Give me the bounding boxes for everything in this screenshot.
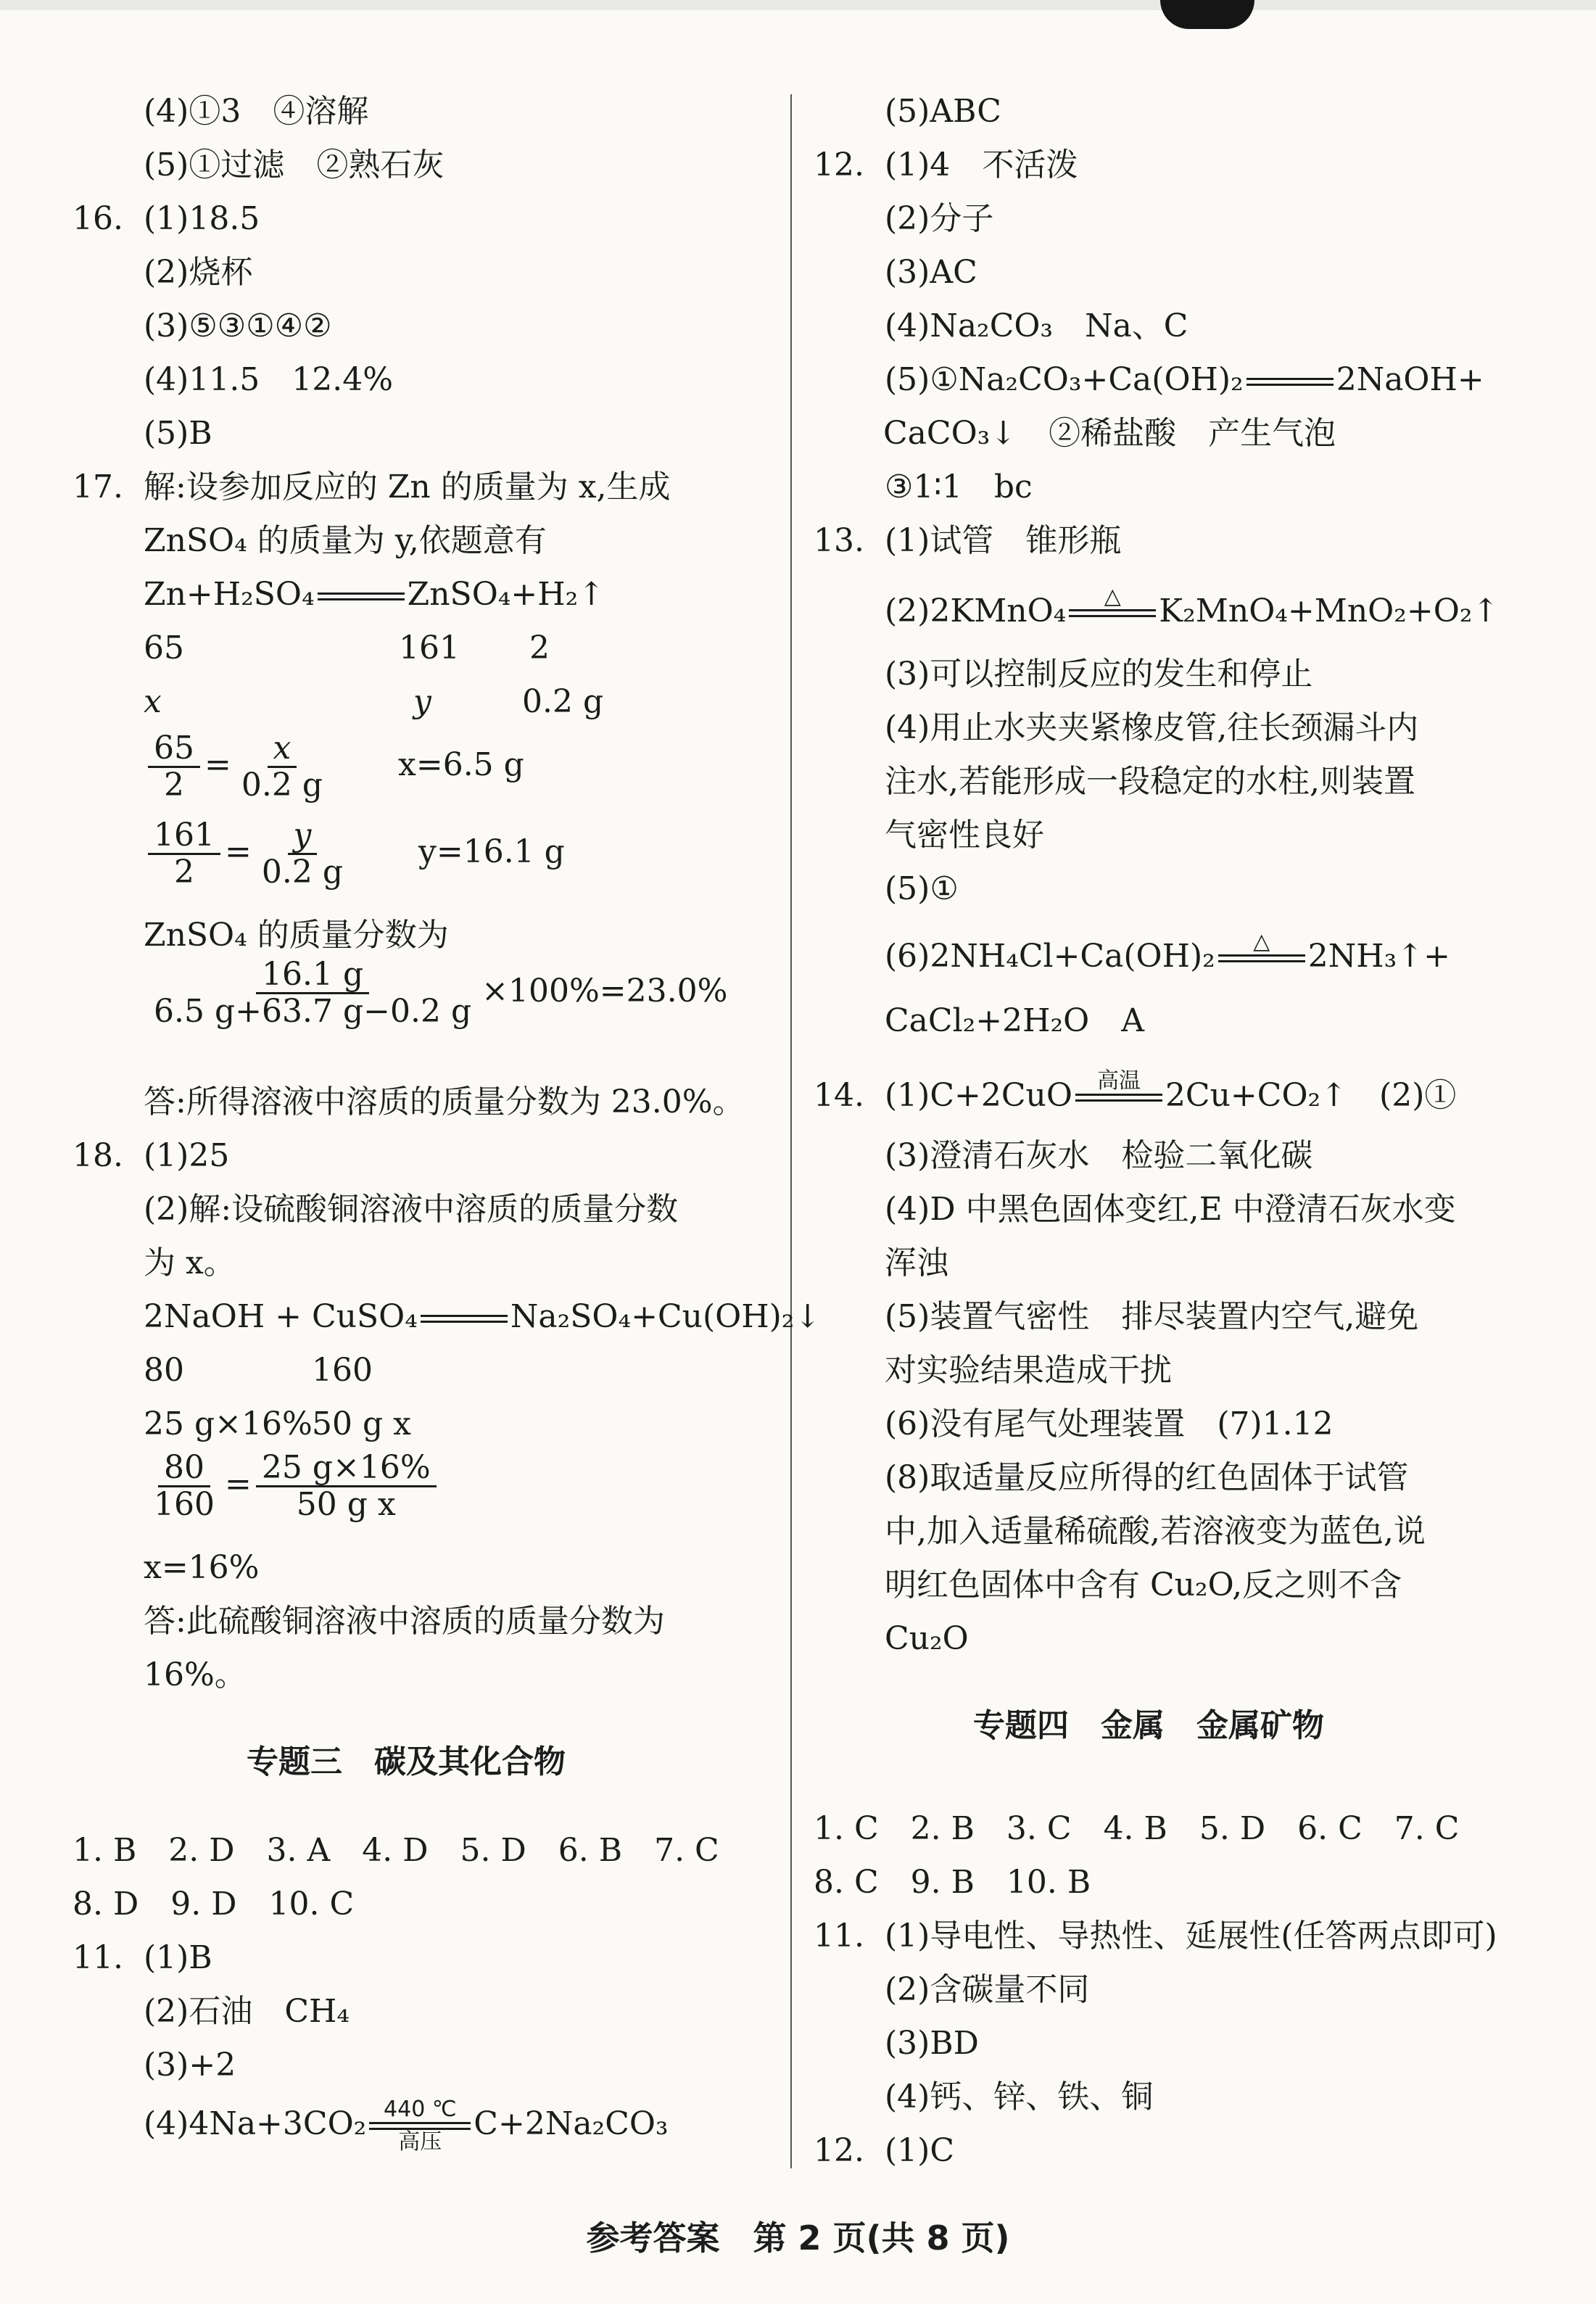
mc-row-1: 1. B 2. D 3. A 4. D 5. D 6. B 7. C — [73, 1832, 719, 1869]
q14-f1: (8)取适量反应所得的红色固体于试管 — [885, 1459, 1409, 1496]
fraction: $\frac{x}{0.2 g}$ — [241, 730, 323, 804]
ink-blot — [1160, 0, 1254, 29]
eq-right: 2NaOH+ — [1336, 361, 1484, 398]
reaction-arrow: △ — [1069, 585, 1156, 642]
q14-f4: Cu₂O — [885, 1620, 969, 1657]
q11-a: (1)B — [144, 1939, 212, 1976]
q17-s3: ZnSO₄ 的质量分数为 — [144, 917, 449, 954]
eq-left: (4)4Na+3CO₂ — [144, 2105, 367, 2142]
fraction: $\frac{y}{0.2 g}$ — [261, 817, 343, 891]
eq-right: ZnSO₄+H₂↑ — [407, 576, 605, 613]
q13-f2: CaCl₂+2H₂O A — [885, 1002, 1144, 1039]
equals-sign — [421, 1315, 508, 1323]
q17-fraction-2: $\frac{161}{2}$ = $\frac{y}{0.2 g}$ y=16.1 g — [73, 818, 565, 890]
q17-fraction-1: $\frac{65}{2}$ = $\frac{x}{0.2 g}$ x=6.5 g — [73, 731, 524, 803]
q14-number: 14. — [814, 1077, 864, 1114]
q16-b: (2)烧杯 — [144, 254, 253, 291]
q13-c: (3)可以控制反应的发生和停止 — [885, 656, 1313, 693]
q17-answer: 答:所得溶液中溶质的质量分数为 23.0%。 — [144, 1083, 745, 1120]
q14-c2: 浑浊 — [885, 1244, 948, 1281]
q17-s1: 解:设参加反应的 Zn 的质量为 x,生成 — [144, 468, 671, 505]
q18-answer-2: 16%。 — [144, 1656, 247, 1693]
q11r-number: 11. — [814, 1917, 864, 1954]
eq-right: Na₂SO₄+Cu(OH)₂↓ — [510, 1298, 822, 1335]
q12-line — [814, 145, 1078, 186]
q14-d2: 对实验结果造成干扰 — [885, 1352, 1172, 1389]
mass: 80 — [144, 1352, 184, 1389]
q13-e: (5)① — [885, 870, 959, 907]
q12-a: (1)4 不活泼 — [885, 146, 1078, 183]
page-footer: 参考答案 第 2 页(共 8 页) — [586, 2218, 1010, 2258]
q16-e: (5)B — [144, 415, 212, 452]
eq-right: C+2Na₂CO₃ — [474, 2105, 669, 2142]
q12r-line — [814, 2131, 954, 2171]
column-divider — [790, 94, 792, 2168]
q14-d1: (5)装置气密性 排尽装置内空气,避免 — [885, 1298, 1419, 1335]
q12r-a: (1)C — [885, 2132, 954, 2169]
mc-row-2: 8. C 9. B 10. B — [814, 1864, 1091, 1901]
var: x — [144, 683, 162, 720]
eq-right: 2NH₃↑+ — [1307, 938, 1450, 975]
q12r-number: 12. — [814, 2132, 864, 2169]
q14-line — [814, 1069, 1456, 1126]
fraction: $\frac{25 g\times 16\%}{\text{50 g x}}$ — [256, 1450, 437, 1522]
q18-equation — [73, 1297, 821, 1337]
q17-number: 17. — [73, 468, 123, 505]
q12-number: 12. — [814, 146, 864, 183]
q11-b: (2)石油 CH₄ — [144, 1993, 350, 2030]
fraction: $\frac{16.1 g}{6.5 g+63.7 g-0.2 g}$ — [154, 956, 472, 1030]
var: 50 g x — [312, 1405, 411, 1442]
q14-f2: 中,加入适量稀硫酸,若溶液变为蓝色,说 — [885, 1513, 1426, 1550]
q11r-d: (4)钙、锌、铁、铜 — [885, 2078, 1154, 2115]
q11r-b: (2)含碳量不同 — [885, 1971, 1090, 2008]
q16-a: (1)18.5 — [144, 200, 260, 237]
q16-line — [73, 199, 260, 239]
q12-e3: ③1∶1 bc — [885, 468, 1033, 505]
mass: 65 — [144, 629, 184, 666]
q11-d — [73, 2097, 669, 2155]
q12-e2: CaCO₃↓ ②稀盐酸 产生气泡 — [883, 415, 1336, 452]
section-title-4: 专题四 金属 金属矿物 — [973, 1707, 1324, 1744]
section-title-3: 专题三 碳及其化合物 — [247, 1743, 566, 1780]
q18-result: x=16% — [144, 1549, 260, 1586]
q13-f — [814, 930, 1450, 987]
q11-line — [73, 1938, 212, 1978]
fraction: $\frac{161}{2}$ — [148, 818, 220, 890]
q18-line — [73, 1136, 229, 1176]
q13-line — [814, 521, 1121, 561]
q11r-line — [814, 1916, 1497, 1957]
q17-line — [73, 467, 671, 508]
q18-number: 18. — [73, 1137, 123, 1174]
answer-line: (5)ABC — [885, 93, 1001, 130]
eq-left: (5)①Na₂CO₃+Ca(OH)₂ — [885, 361, 1244, 398]
q13-d2: 注水,若能形成一段稳定的水柱,则装置 — [885, 763, 1415, 800]
q14-c1: (4)D 中黑色固体变红,E 中澄清石灰水变 — [885, 1191, 1456, 1228]
q13-b — [814, 585, 1499, 642]
q14-f3: 明红色固体中含有 Cu₂O,反之则不含 — [885, 1566, 1402, 1603]
q17-s2: ZnSO₄ 的质量为 y,依题意有 — [144, 522, 547, 559]
fraction: $\frac{65}{2}$ — [148, 731, 200, 803]
q13-number: 13. — [814, 522, 864, 559]
answer-line: (5)①过滤 ②熟石灰 — [144, 146, 445, 183]
var: 0.2 g — [522, 683, 604, 720]
q11r-a: (1)导电性、导热性、延展性(任答两点即可) — [885, 1917, 1497, 1954]
result: x=6.5 g — [398, 746, 524, 783]
q16-c: (3)⑤③①④② — [144, 307, 332, 344]
reaction-arrow: △ — [1218, 930, 1305, 987]
q18-fraction: $\frac{80}{160}$ = $\frac{25 g\times 16\%}{\text{50 g x}}$ — [73, 1450, 441, 1522]
mc-row-1: 1. C 2. B 3. C 4. B 5. D 6. C 7. C — [814, 1810, 1460, 1847]
q12-e — [814, 360, 1484, 400]
top-edge — [0, 0, 1596, 10]
q11-number: 11. — [73, 1939, 123, 1976]
q11-c: (3)+2 — [144, 2047, 236, 2084]
equals-sign — [318, 592, 405, 600]
eq-left: (2)2KMnO₄ — [885, 592, 1067, 629]
q17-equation — [73, 574, 605, 615]
answer-line: (4)①3 ④溶解 — [144, 93, 369, 130]
eq-left: (6)2NH₄Cl+Ca(OH)₂ — [885, 938, 1215, 975]
eq-left: (1)C+2CuO — [885, 1077, 1072, 1114]
eq-left: 2NaOH + CuSO₄ — [144, 1298, 418, 1335]
q12-b: (2)分子 — [885, 200, 994, 237]
q18-s1: (2)解:设硫酸铜溶液中溶质的质量分数 — [144, 1191, 679, 1228]
result: y=16.1 g — [418, 833, 565, 870]
q18-answer-1: 答:此硫酸铜溶液中溶质的质量分数为 — [144, 1603, 665, 1640]
reaction-arrow: 高温 — [1075, 1069, 1162, 1126]
q13-a: (1)试管 锥形瓶 — [885, 522, 1122, 559]
q14-e: (6)没有尾气处理装置 (7)1.12 — [885, 1405, 1334, 1442]
q16-d: (4)11.5 12.4% — [144, 361, 394, 398]
var: y — [413, 683, 431, 720]
eq-right: 2Cu+CO₂↑ (2)① — [1165, 1077, 1457, 1114]
equals-sign — [1246, 378, 1334, 386]
mc-row-2: 8. D 9. D 10. C — [73, 1886, 355, 1923]
mass: 2 — [529, 629, 550, 666]
q16-number: 16. — [73, 200, 123, 237]
mass: 161 — [399, 629, 460, 666]
q11r-c: (3)BD — [885, 2025, 979, 2062]
eq-right: K₂MnO₄+MnO₂+O₂↑ — [1159, 592, 1500, 629]
reaction-arrow: 440 ℃ 高压 — [369, 2097, 471, 2155]
q12-d: (4)Na₂CO₃ Na、C — [885, 307, 1188, 344]
q13-d3: 气密性良好 — [885, 817, 1044, 854]
q13-d1: (4)用止水夹夹紧橡皮管,往长颈漏斗内 — [885, 709, 1419, 746]
q18-a: (1)25 — [144, 1137, 230, 1174]
q18-s2: 为 x。 — [144, 1244, 236, 1281]
result: ×100%=23.0% — [481, 973, 728, 1009]
q14-b: (3)澄清石灰水 检验二氧化碳 — [885, 1137, 1313, 1174]
var: 25 g×16% — [144, 1405, 313, 1442]
q17-fraction-3 — [73, 957, 727, 1029]
q12-c: (3)AC — [885, 254, 977, 291]
mass: 160 — [312, 1352, 373, 1389]
eq-left: Zn+H₂SO₄ — [144, 576, 315, 613]
fraction: $\frac{80}{160}$ — [154, 1449, 215, 1523]
